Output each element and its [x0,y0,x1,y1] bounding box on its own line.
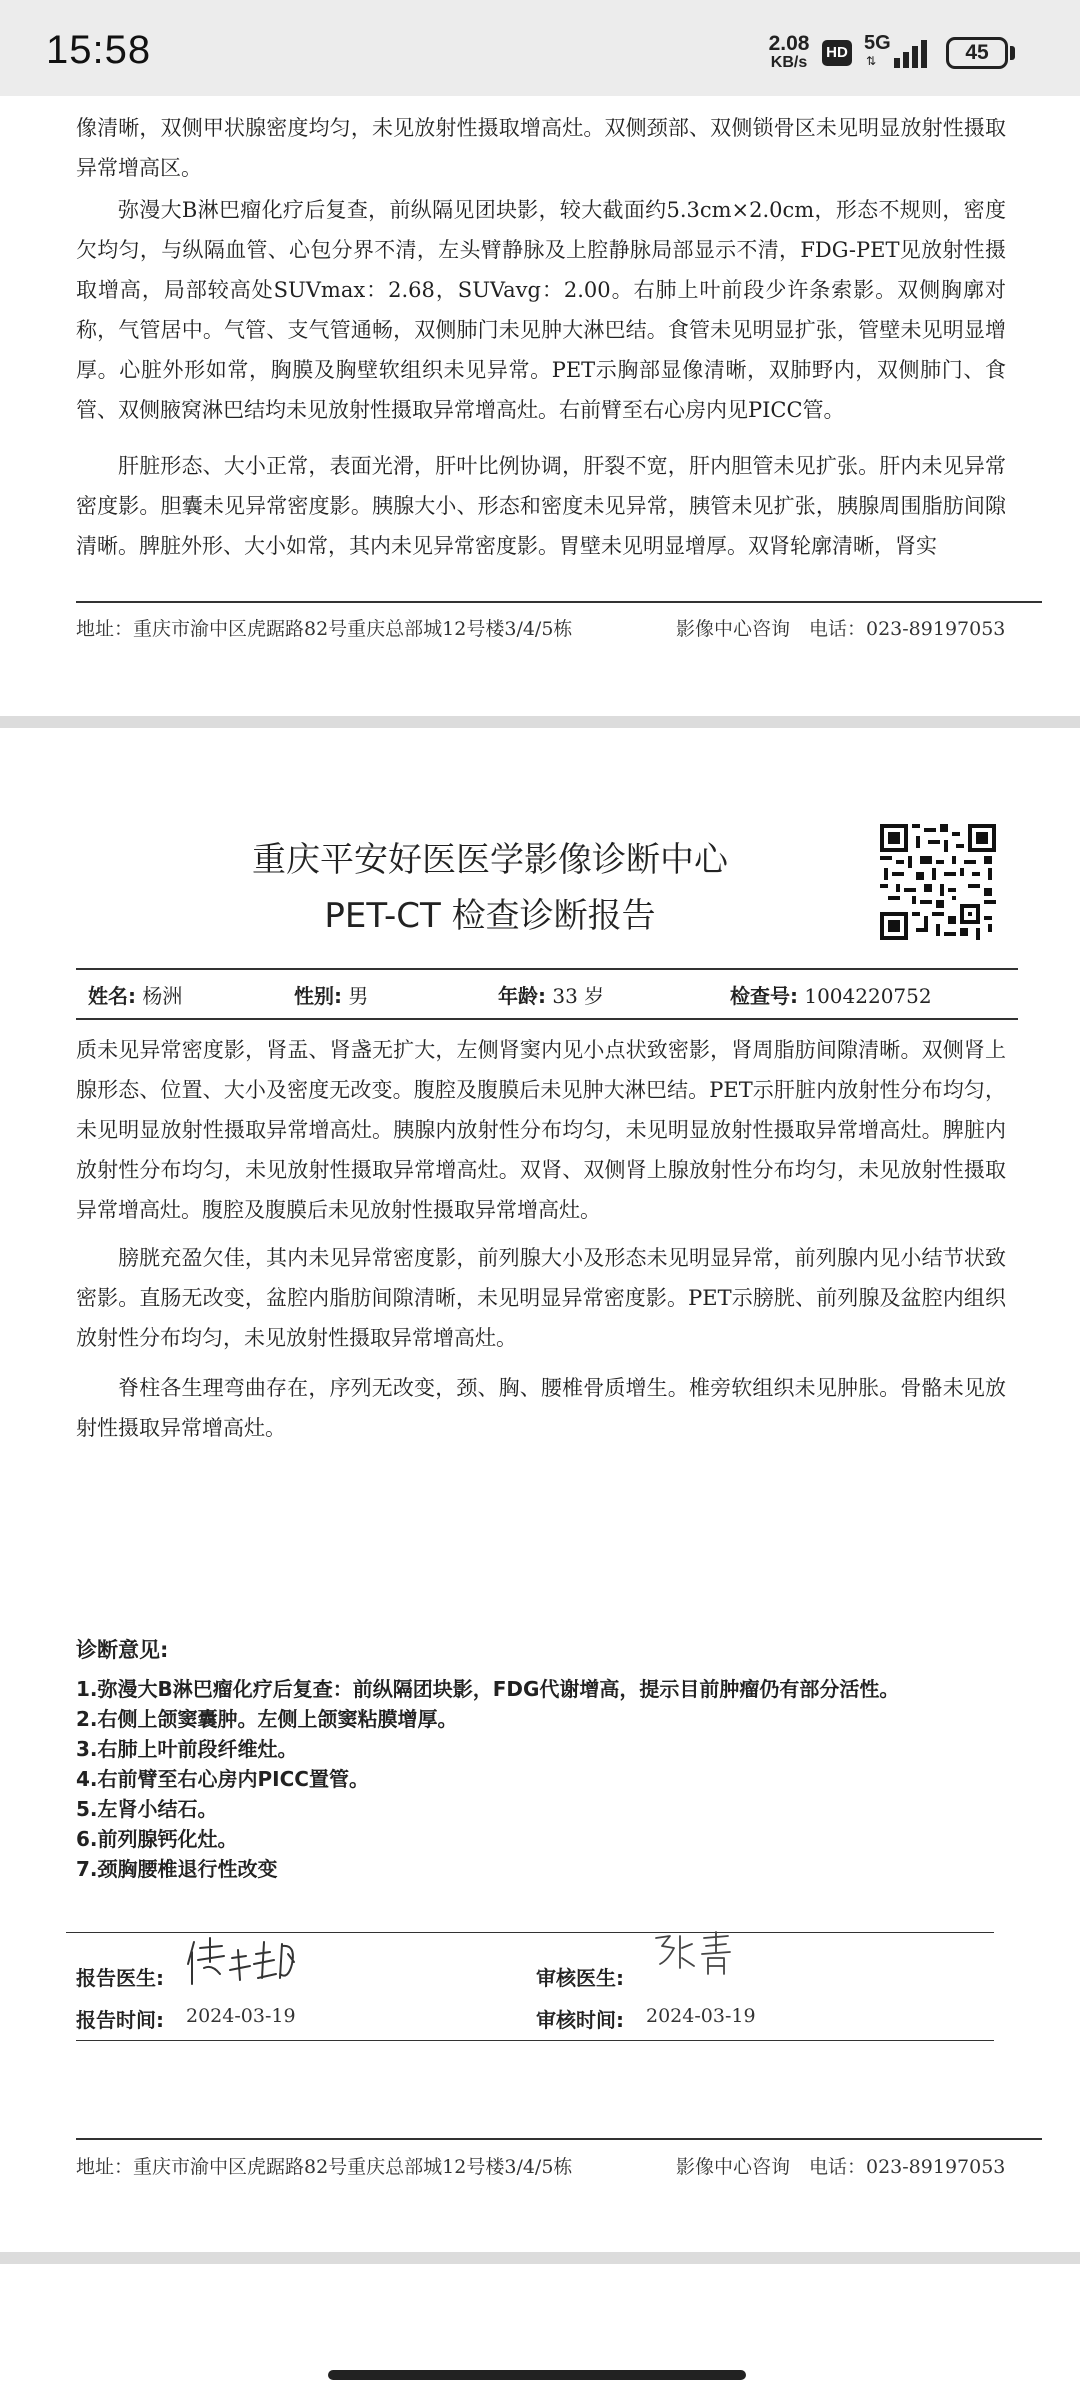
patient-age: 33 岁 [552,984,605,1008]
footer-divider [76,601,1042,603]
exam-number-label: 检查号: [730,984,798,1008]
diagnosis-item: 7.颈胸腰椎退行性改变 [76,1857,278,1881]
data-activity-icon: ⇅ [866,54,877,68]
review-doctor-label: 审核医生: [536,1966,624,1990]
footer-address: 地址：重庆市渝中区虎踞路82号重庆总部城12号楼3/4/5栋 [76,618,573,640]
patient-gender: 男 [348,984,369,1008]
status-bar [0,0,1080,96]
network-speed-indicator [762,34,816,72]
signature-top-divider [66,1932,994,1933]
report-time: 2024-03-19 [186,2005,296,2027]
diagnosis-title: 诊断意见: [76,1638,169,1662]
report-text-mediastinum: 弥漫大B淋巴瘤化疗后复查，前纵隔见团块影，较大截面约5.3cm×2.0cm，形态不规则，密度欠均匀，与纵隔血管、心包分界不清，左头臂静脉及上腔静脉局部显示不清，FDG-PET见放射性摄取增高，局部较高处SUVmax：2.68，SUVavg：2.00。右肺上叶前段少许条索影。双侧胸廓对称，气管居中。气管、支气管通畅，双侧肺门未见肿大淋巴结。食管未见明显扩张，管壁未见明显增厚。心脏外形如常，胸膜及胸壁软组织未见异常。PET示胸部显像清晰，双肺野内，双侧肺门、食管、双侧腋窝淋巴结均未见放射性摄取异常增高灶。右前臂至右心房内见PICC管。 [76,198,1006,422]
diagnosis-item: 4.右前臂至右心房内PICC置管。 [76,1767,369,1791]
patient-gender-label: 性别: [294,984,342,1008]
diagnosis-item: 1.弥漫大B淋巴瘤化疗后复查：前纵隔团块影，FDG代谢增高，提示目前肿瘤仍有部分活性。 [76,1677,900,1701]
patient-info-row [88,976,1018,1012]
report-text-kidney-adrenal: 质未见异常密度影，肾盂、肾盏无扩大，左侧肾窦内见小点状致密影，肾周脂肪间隙清晰。双侧肾上腺形态、位置、大小及密度无改变。腹腔及腹膜后未见肿大淋巴结。PET示肝脏内放射性分布均匀，未见明显放射性摄取异常增高灶。胰腺内放射性分布均匀，未见明显放射性摄取异常增高灶。脾脏内放射性分布均匀，未见放射性摄取异常增高灶。双肾、双侧肾上腺放射性分布均匀，未见放射性摄取异常增高灶。腹腔及腹膜后未见放射性摄取异常增高灶。 [76,1038,1006,1222]
page-separator [0,716,1080,728]
info-bottom-divider [76,1018,1018,1020]
network-speed-unit: KB/s [770,54,808,71]
network-speed-value: 2.08 [768,32,810,55]
diagnosis-item: 3.右肺上叶前段纤维灶。 [76,1737,298,1761]
footer-contact: 影像中心咨询 电话：023-89197053 [676,618,1006,640]
diagnosis-item: 6.前列腺钙化灶。 [76,1827,238,1851]
signal-bar [903,52,909,68]
signal-bar [921,40,927,68]
signal-bar [912,46,918,68]
network-type-label: 5G [864,32,891,54]
report-title: PET-CT 检查诊断报告 [324,896,656,936]
patient-gender-field [294,980,368,1009]
footer-address: 地址：重庆市渝中区虎踞路82号重庆总部城12号楼3/4/5栋 [76,2156,573,2178]
cellular-signal-icon [864,32,934,72]
signal-bar [894,58,900,68]
org-name: 重庆平安好医医学影像诊断中心 [252,840,728,880]
diagnosis-item: 5.左肾小结石。 [76,1797,218,1821]
battery-level: 45 [965,41,989,64]
patient-name-label: 姓名: [88,984,136,1008]
battery-icon [946,37,1008,69]
exam-number: 1004220752 [804,984,932,1008]
signature-bottom-divider [76,2040,994,2041]
patient-age-label: 年龄: [498,984,546,1008]
diagnosis-list [76,1674,899,1884]
review-time: 2024-03-19 [646,2005,756,2027]
report-text-thyroid-neck: 像清晰，双侧甲状腺密度均匀，未见放射性摄取增高灶。双侧颈部、双侧锁骨区未见明显放射性摄取异常增高区。 [76,116,1006,180]
status-time: 15:58 [46,28,152,72]
footer-divider [76,2138,1042,2140]
review-doctor-signature [652,1930,738,1978]
report-time-label: 报告时间: [76,2008,164,2032]
report-text-abdomen: 肝脏形态、大小正常，表面光滑，肝叶比例协调，肝裂不宽，肝内胆管未见扩张。肝内未见异常密度影。胆囊未见异常密度影。胰腺大小、形态和密度未见异常，胰管未见扩张，胰腺周围脂肪间隙清晰。脾脏外形、大小如常，其内未见异常密度影。胃壁未见明显增厚。双肾轮廓清晰，肾实 [76,454,1006,558]
review-time-label: 审核时间: [536,2008,624,2032]
page-separator [0,2252,1080,2264]
patient-age-field [498,980,604,1009]
patient-name-field [88,980,182,1009]
qr-code-icon[interactable] [880,824,996,940]
patient-name: 杨洲 [142,984,183,1008]
exam-number-field [730,980,932,1009]
report-text-spine: 脊柱各生理弯曲存在，序列无改变，颈、胸、腰椎骨质增生。椎旁软组织未见肿胀。骨骼未见放射性摄取异常增高灶。 [76,1376,1006,1440]
home-indicator[interactable] [328,2370,746,2380]
report-doctor-label: 报告医生: [76,1966,164,1990]
hd-voice-icon: HD [822,40,852,66]
info-top-divider [76,968,1018,970]
diagnosis-item: 2.右侧上颌窦囊肿。左侧上颌窦粘膜增厚。 [76,1707,458,1731]
footer-contact: 影像中心咨询 电话：023-89197053 [676,2156,1006,2178]
battery-tip [1010,46,1015,60]
report-text-pelvis: 膀胱充盈欠佳，其内未见异常密度影，前列腺大小及形态未见明显异常，前列腺内见小结节状致密影。直肠无改变，盆腔内脂肪间隙清晰，未见明显异常密度影。PET示膀胱、前列腺及盆腔内组织放射性分布均匀，未见放射性摄取异常增高灶。 [76,1246,1006,1350]
report-doctor-signature [184,1934,302,1988]
